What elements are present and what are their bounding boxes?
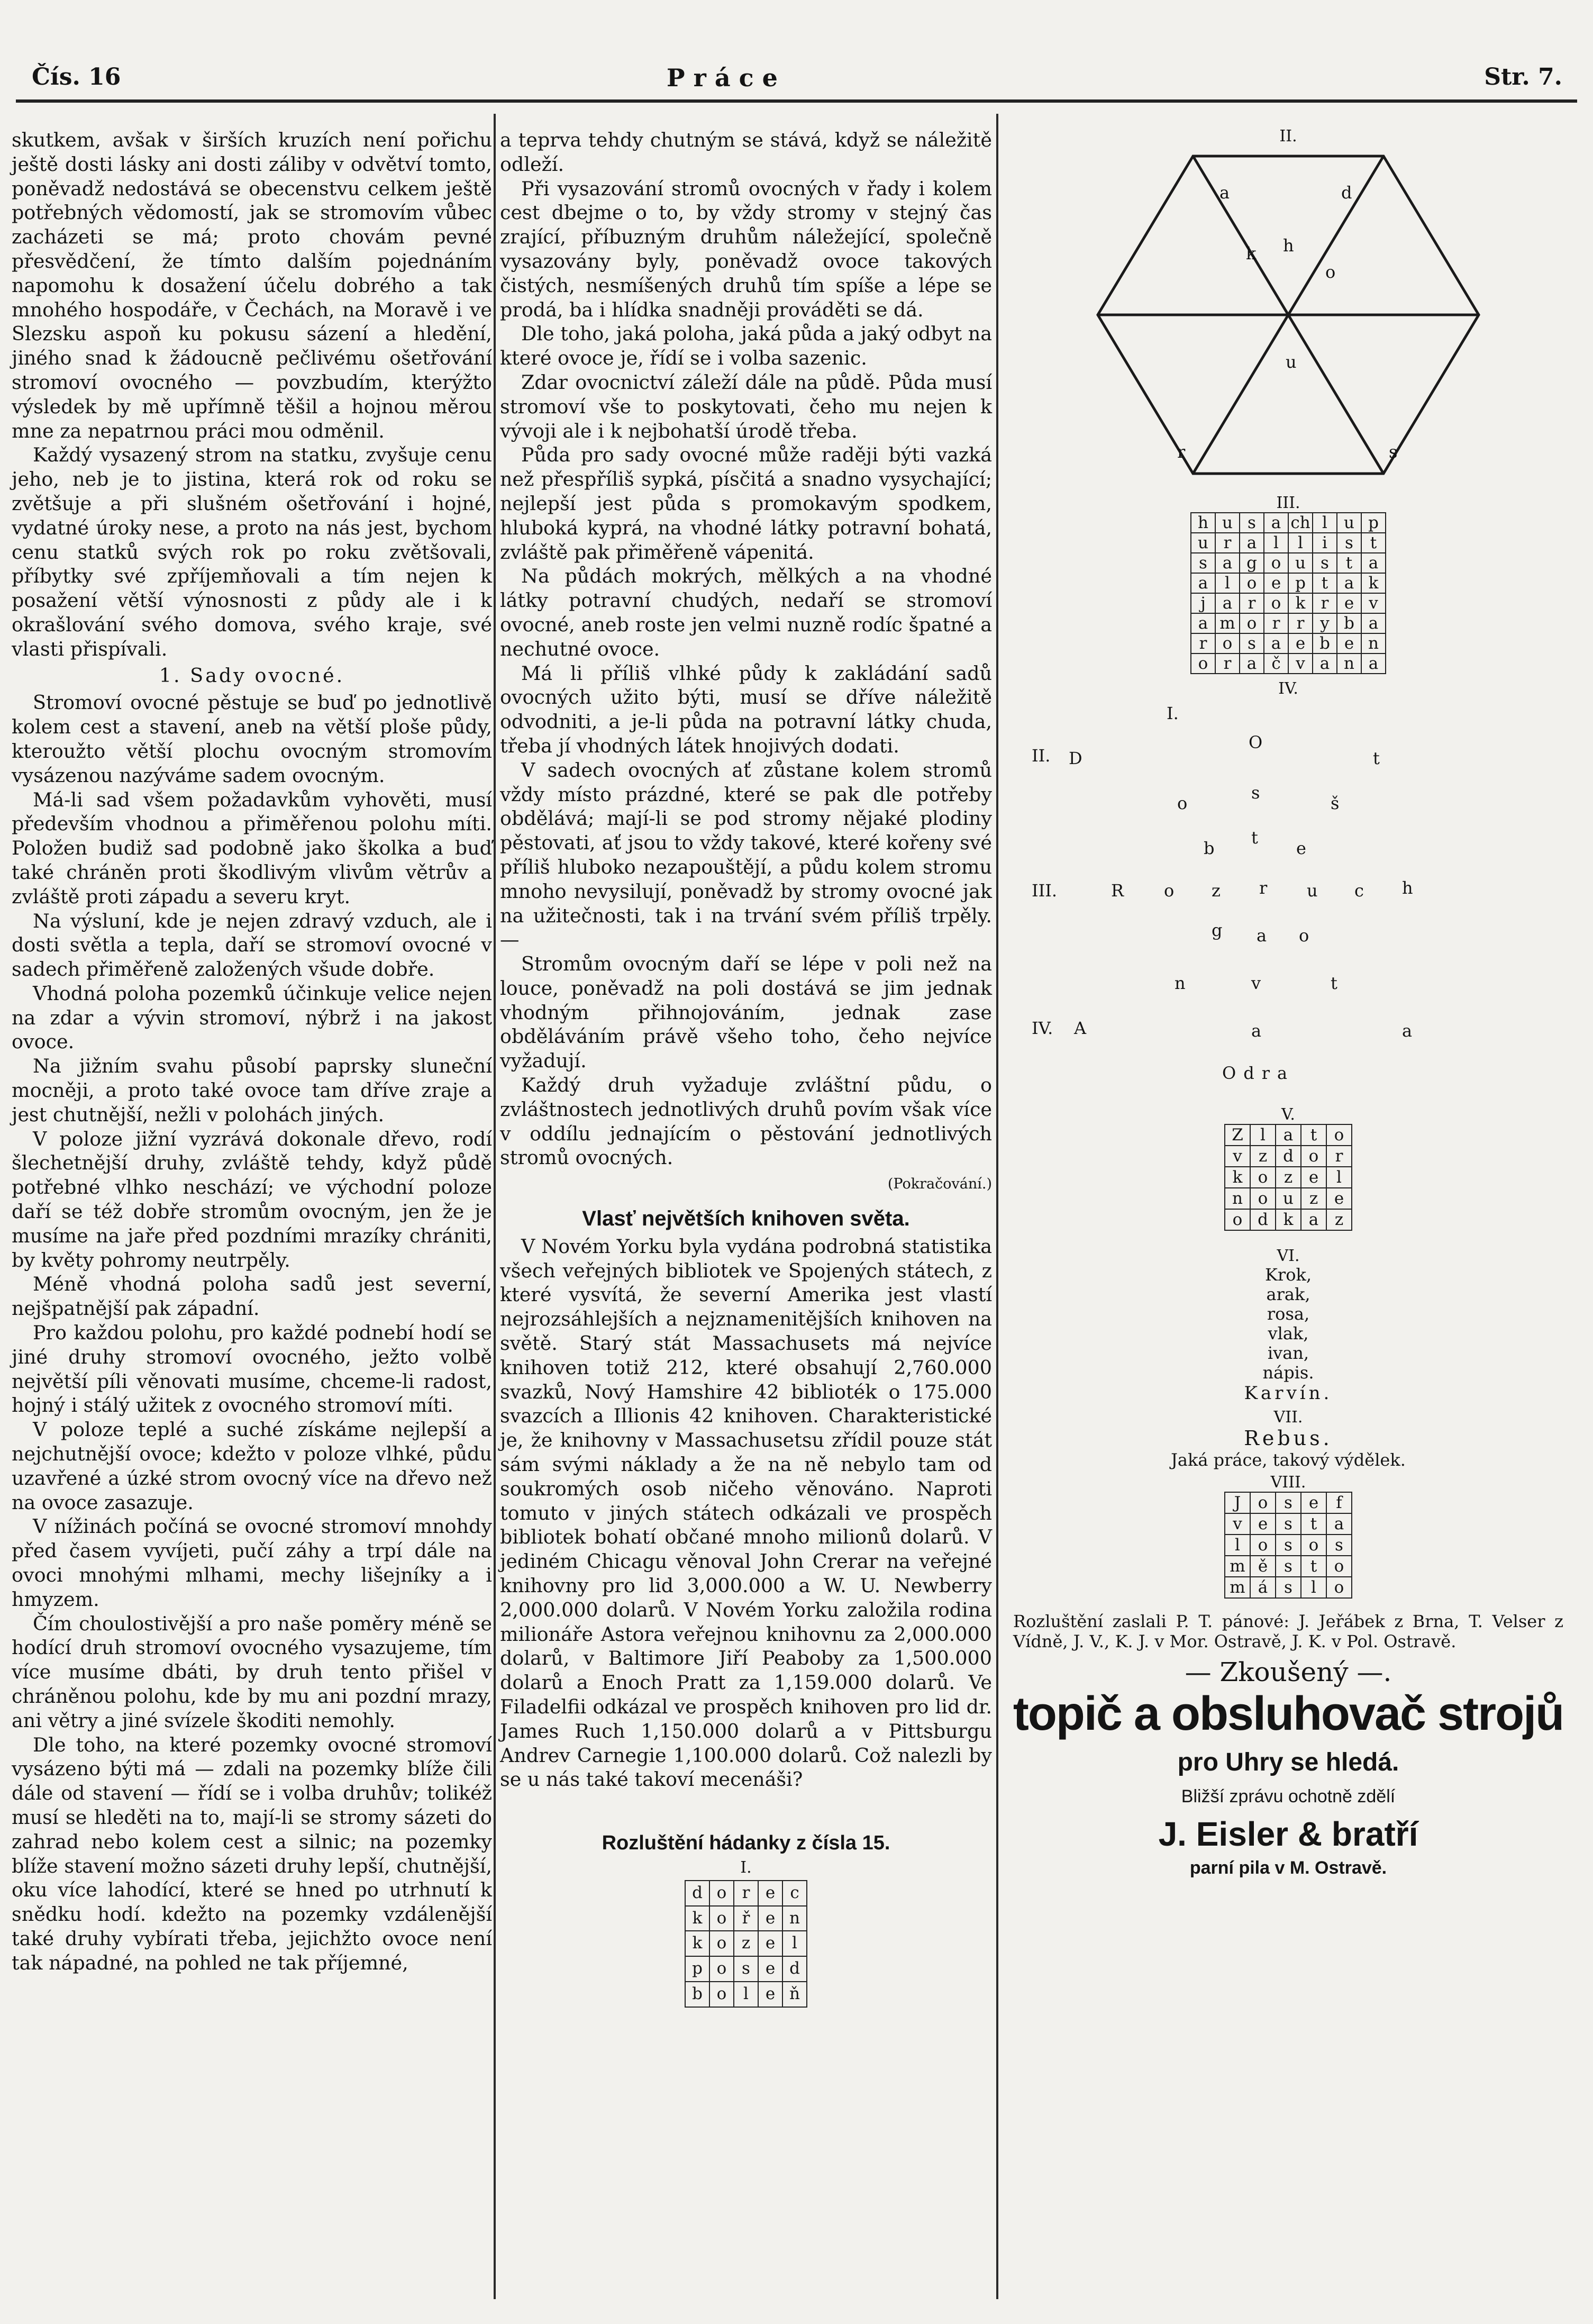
grid-cell: m xyxy=(1215,613,1240,633)
grid-cell: r xyxy=(1313,593,1337,613)
paragraph: V sadech ovocných ať zůstane kolem stromů vždy místo prázdné, které se pak dle potřeby obdělává; mají-li se pod stromy nějaké plodiny pěstovati, ať jsou to vždy takové, které kořeny své příliš hluboko nezapouštějí, a půdu kolem stromu mnoho nevysilují, poněvadž by stromy ovocné jak na užitečnosti, tak i na trvání svém příliš trpěly. — xyxy=(500,758,992,951)
grid-cell: ch xyxy=(1288,513,1313,533)
grid-cell: a xyxy=(1276,1124,1301,1146)
grid-row xyxy=(1225,1556,1352,1577)
grid-cell: o xyxy=(1215,633,1240,653)
grid-cell: l xyxy=(734,1982,758,2007)
grid-cell: l xyxy=(1225,1535,1250,1556)
scatter-letter: a xyxy=(1251,1021,1262,1041)
grid-cell: c xyxy=(782,1881,807,1906)
grid-cell: s xyxy=(1337,533,1361,553)
hex-letter: a xyxy=(1219,183,1230,203)
paragraph: a teprva tehdy chutným se stává, když se náležitě odleží. xyxy=(500,129,992,176)
rebus-heading: Rebus. xyxy=(1244,1427,1333,1450)
paragraph: Na výsluní, kde je nejen zdravý vzduch, ale i dosti světla a tepla, daří se stromoví ovocné v sadech přiměřeně založených všude dobře. xyxy=(12,909,492,981)
grid-cell: e xyxy=(1250,1513,1276,1535)
grid-cell: e xyxy=(1337,633,1361,653)
scatter-letter: e xyxy=(1296,838,1306,858)
grid-row xyxy=(1225,1577,1352,1598)
ad-firm-name: J. Eisler & bratří xyxy=(1158,1815,1418,1853)
grid-cell: r xyxy=(734,1881,758,1906)
puzzle-grid-8 xyxy=(1224,1492,1352,1599)
grid-cell: o xyxy=(1264,553,1288,573)
grid-row xyxy=(1191,573,1386,593)
news-headline: Vlasť největších knihoven světa. xyxy=(582,1207,910,1231)
grid-row xyxy=(1191,513,1386,533)
grid-cell: v xyxy=(1361,593,1386,613)
grid-label: IV. xyxy=(1278,679,1298,698)
solvers-note: Rozluštění zaslali P. T. pánové: J. Jeřábek z Brna, T. Velser z Vídně, J. V., K. J. v Mor. Ostravě, J. K. v Pol. Ostravě. xyxy=(1013,1611,1563,1651)
grid-cell: e xyxy=(758,1931,782,1956)
grid-cell: a xyxy=(1264,633,1288,653)
grid-cell: t xyxy=(1313,573,1337,593)
ad-subheadline: pro Uhry se hledá. xyxy=(1177,1748,1399,1776)
grid-cell: l xyxy=(1326,1167,1352,1188)
word-item: nápis. xyxy=(1262,1363,1314,1383)
rebus-answer: Jaká práce, takový výdělek. xyxy=(1171,1450,1406,1470)
paragraph: skutkem, avšak v širších kruzích není pořichu ještě dosti lásky ani dosti záliby v odvětví tomto, poněvadž nedostává se obecenstvu celkem ještě potřebných vědomostí, jak se stromovím vůbec zacházeti se má; proto chovám pevné přesvědčení, že tímto dalším pojednáním napomohu k dosažení účelu dobrého a tak mnohého hospodáře, v Čechách, na Moravě i ve Slezsku aspoň ku pokusu sázení a hledění, jiného snad k žádoucně pečlivému ošetřování stromoví ovocného — povzbudím, kterýžto výsledek by mě upřímně těšil a hojnou měrou mne za nepatrnou práci mou odměnil. xyxy=(12,129,492,442)
grid-cell: b xyxy=(1313,633,1337,653)
grid-cell: o xyxy=(1326,1124,1352,1146)
grid-cell: a xyxy=(1361,613,1386,633)
grid-cell: j xyxy=(1191,593,1215,613)
grid-cell: o xyxy=(709,1931,734,1956)
header-rule xyxy=(16,99,1577,103)
grid-label: III. xyxy=(1276,494,1300,512)
grid-cell: u xyxy=(1288,553,1313,573)
grid-cell: l xyxy=(1313,513,1337,533)
grid-cell: J xyxy=(1225,1492,1250,1513)
row-label: II. xyxy=(1032,746,1051,766)
grid-cell: o xyxy=(1301,1535,1326,1556)
section-heading: 1. Sady ovocné. xyxy=(159,664,345,687)
grid-cell: y xyxy=(1313,613,1337,633)
grid-cell: u xyxy=(1215,513,1240,533)
grid-cell: s xyxy=(1326,1535,1352,1556)
grid-cell: o xyxy=(1240,573,1264,593)
grid-cell: g xyxy=(1240,553,1264,573)
scatter-letter: b xyxy=(1204,838,1215,858)
grid-cell: s xyxy=(1240,513,1264,533)
grid-cell: a xyxy=(1361,553,1386,573)
grid-cell: z xyxy=(1301,1188,1326,1209)
grid-cell: ř xyxy=(734,1906,758,1931)
row-label: IV. xyxy=(1032,1018,1053,1038)
grid-cell: p xyxy=(685,1956,709,1982)
grid-cell: Z xyxy=(1225,1124,1250,1146)
grid-label: VIII. xyxy=(1270,1473,1306,1492)
page-number: Str. 7. xyxy=(1484,63,1562,90)
grid-cell: u xyxy=(1276,1188,1301,1209)
column-1 xyxy=(12,128,492,1975)
grid-row xyxy=(685,1881,807,1906)
grid-cell: r xyxy=(1215,533,1240,553)
paragraph: Méně vhodná poloha sadů jest severní, nejšpatnější pak západní. xyxy=(12,1273,492,1320)
grid-cell: d xyxy=(685,1881,709,1906)
paragraph: Vhodná poloha pozemků účinkuje velice nejen na zdar a vývin stromoví, nýbrž i na jakost ovoce. xyxy=(12,982,492,1054)
grid-cell: r xyxy=(1240,593,1264,613)
grid-label: I. xyxy=(740,1858,752,1877)
scatter-letter: A xyxy=(1074,1018,1087,1038)
grid-row xyxy=(1191,553,1386,573)
grid-cell: e xyxy=(1301,1167,1326,1188)
grid-cell: l xyxy=(1250,1124,1276,1146)
grid-cell: a xyxy=(1240,533,1264,553)
grid-cell: l xyxy=(1215,573,1240,593)
masthead-title: Práce xyxy=(667,63,786,92)
grid-cell: m xyxy=(1225,1577,1250,1598)
hex-letter: u xyxy=(1286,352,1297,372)
row-label: III. xyxy=(1032,880,1058,901)
word-item: vlak, xyxy=(1268,1323,1309,1343)
grid-cell: a xyxy=(1326,1513,1352,1535)
grid-cell: r xyxy=(1326,1146,1352,1167)
grid-row xyxy=(1191,633,1386,653)
grid-row xyxy=(1191,593,1386,613)
grid-cell: l xyxy=(1288,533,1313,553)
grid-cell: s xyxy=(1191,553,1215,573)
grid-row xyxy=(685,1906,807,1931)
grid-cell: s xyxy=(1276,1513,1301,1535)
word-item: ivan, xyxy=(1267,1343,1309,1363)
paragraph: Dle toho, na které pozemky ovocné stromoví vysázeno býti má — zdali na pozemky blíže čili dále od stavení — řídí se i volba druhův; tolikéž musí se hleděti na to, mají-li se stromy sázeti do zahrad nebo kolem cest a silnic; na pozemky blíže stavení možno sázeti druhy lepší, chutnější, oku více lahodící, které se hned po utrhnutí k snědku hodí. kdežto na pozemky vzdálenější také druhy vybírati třeba, jejichžto ovoce není tak nápadné, na pohled ne tak příjemné, xyxy=(12,1733,492,1974)
scatter-letter: u xyxy=(1307,880,1318,901)
column-3 xyxy=(1003,127,1574,1878)
hex-letter: k xyxy=(1246,243,1257,264)
grid-cell: z xyxy=(1250,1146,1276,1167)
grid-label: II. xyxy=(1279,127,1297,146)
ad-info: Bližší zprávu ochotně zdělí xyxy=(1181,1786,1396,1806)
grid-cell: o xyxy=(1191,653,1215,674)
grid-cell: n xyxy=(1361,633,1386,653)
grid-cell: á xyxy=(1250,1577,1276,1598)
grid-cell: z xyxy=(1276,1167,1301,1188)
grid-cell: o xyxy=(1250,1167,1276,1188)
scatter-letter: h xyxy=(1402,878,1413,898)
grid-row xyxy=(1191,533,1386,553)
paragraph: Každý druh vyžaduje zvláštní půdu, o zvláštnostech jednotlivých druhů povím však více v oddílu jednajícím o pěstování jednotlivých stromů ovocných. xyxy=(500,1074,992,1169)
grid-row xyxy=(685,1931,807,1956)
grid-cell: a xyxy=(1215,553,1240,573)
scatter-letter: c xyxy=(1354,880,1364,901)
grid-cell: r xyxy=(1264,613,1288,633)
column-2 xyxy=(500,128,992,2008)
column-divider-2 xyxy=(996,114,998,2299)
grid-cell: a xyxy=(1264,513,1288,533)
grid-row xyxy=(1225,1535,1352,1556)
grid-cell: u xyxy=(1191,533,1215,553)
scatter-letter: t xyxy=(1251,828,1258,848)
hex-letter: r xyxy=(1177,442,1186,462)
scatter-letter: r xyxy=(1259,878,1268,898)
grid-cell: o xyxy=(709,1982,734,2007)
grid-cell: s xyxy=(1276,1535,1301,1556)
grid-cell: a xyxy=(1361,653,1386,674)
grid-row xyxy=(685,1956,807,1982)
grid-cell: s xyxy=(1313,553,1337,573)
grid-cell: u xyxy=(1337,513,1361,533)
grid-cell: v xyxy=(1225,1146,1250,1167)
scatter-letter: D xyxy=(1069,748,1082,768)
grid-label: V. xyxy=(1281,1105,1295,1124)
grid-row xyxy=(685,1982,807,2007)
paragraph: Dle toho, jaká poloha, jaká půda a jaký odbyt na které ovoce je, řídí se i volba sazenic. xyxy=(500,322,992,370)
paragraph: Stromoví ovocné pěstuje se buď po jednotlivě kolem cest a stavení, aneb na větší ploše půdy, kteroužto větší plochu ovocným stromovím vysázenou nazýváme sadem ovocným. xyxy=(12,691,492,787)
grid-cell: o xyxy=(1326,1556,1352,1577)
paragraph: Zdar ovocnictví záleží dále na půdě. Půda musí stromoví vše to poskytovati, čeho mu nejen k vývoji ale i k nejbohatší úrodě třeba. xyxy=(500,370,992,442)
paragraph: Má li příliš vlhké půdy k zakládání sadů ovocných užito býti, musí se dříve náležitě odvodniti, a je-li půda na potravní látky chuda, třeba jí vhodných látek hnojivých dodati. xyxy=(500,661,992,757)
puzzle-answer-6: Karvín. xyxy=(1244,1383,1333,1404)
grid-cell: e xyxy=(1337,593,1361,613)
grid-cell: z xyxy=(734,1931,758,1956)
scatter-letter: s xyxy=(1251,783,1260,803)
grid-cell: e xyxy=(1264,573,1288,593)
scatter-letter: o xyxy=(1177,793,1188,813)
hex-letter: o xyxy=(1325,262,1336,282)
paragraph: Stromům ovocným daří se lépe v poli než na louce, poněvadž na poli dostává se jim jednak vhodným přihnojováním, jednak zase obděláváním právě všeho toho, čeho nejvíce vyžadují. xyxy=(500,952,992,1073)
grid-cell: s xyxy=(1240,633,1264,653)
grid-cell: d xyxy=(1250,1209,1276,1230)
grid-cell: e xyxy=(1288,633,1313,653)
hexagon-puzzle-figure xyxy=(1093,146,1484,489)
grid-cell: t xyxy=(1361,533,1386,553)
grid-cell: n xyxy=(1225,1188,1250,1209)
grid-cell: o xyxy=(709,1906,734,1931)
scatter-letter: z xyxy=(1212,880,1221,901)
scatter-letter: g xyxy=(1212,920,1223,940)
grid-cell: l xyxy=(782,1931,807,1956)
grid-cell: e xyxy=(758,1956,782,1982)
grid-cell: k xyxy=(1276,1209,1301,1230)
grid-cell: o xyxy=(1240,613,1264,633)
grid-cell: k xyxy=(685,1931,709,1956)
grid-cell: o xyxy=(1225,1209,1250,1230)
paragraph: V poloze teplé a suché získáme nejlepší a nejchutnější ovoce; kdežto v poloze vlhké, půdu uzavřené a úzké strom ovocný více na dřevo než na ovoce zasazuje. xyxy=(12,1418,492,1514)
grid-cell: l xyxy=(1264,533,1288,553)
grid-cell: k xyxy=(1225,1167,1250,1188)
paragraph: Každý vysazený strom na statku, zvyšuje cenu jeho, neb je to jistina, která rok od roku se zvětšuje a při slušném ošetřování i hojné, vydatné úroky nese, a proto na nás jest, bychom cenu statků svých rok po roku zvětšovali, příbytky své zpříjemňovali a tím nejen k posažení větší výnosnosti z půdy ale i k okrašlování svého domova, svého kraje, své vlasti přispívali. xyxy=(12,443,492,660)
paragraph: Při vysazování stromů ovocných v řady i kolem cest dbejme o to, by vždy stromy v stejný čas zrající, příbuzným druhům náležející, společně vysazovány byly, poněvadž ovoce takových čistých, nesmíšených druhů tím spíše a lépe se prodá, ba i hlídka snadněji prováděti se dá. xyxy=(500,177,992,321)
hex-letter: d xyxy=(1341,183,1352,203)
grid-cell: s xyxy=(1276,1556,1301,1577)
grid-cell: p xyxy=(1288,573,1313,593)
hex-letter: h xyxy=(1283,235,1294,256)
grid-label: VII. xyxy=(1273,1408,1303,1427)
ad-tagline: — Zkoušený —. xyxy=(1185,1657,1392,1687)
grid-row xyxy=(1225,1492,1352,1513)
grid-cell: i xyxy=(1313,533,1337,553)
grid-cell: p xyxy=(1361,513,1386,533)
issue-number: Čís. 16 xyxy=(32,63,121,90)
grid-row xyxy=(1225,1146,1352,1167)
grid-cell: s xyxy=(1276,1492,1301,1513)
grid-cell: a xyxy=(1240,653,1264,674)
puzzle-grid-1 xyxy=(685,1880,807,2008)
grid-cell: r xyxy=(1191,633,1215,653)
grid-cell: s xyxy=(1276,1577,1301,1598)
grid-row xyxy=(1191,613,1386,633)
grid-row xyxy=(1191,653,1386,674)
news-body: V Novém Yorku byla vydána podrobná statistika všech veřejných bibliotek ve Spojených státech, z které vysvítá, že severní Amerika jest vlastí nejrozsáhlejších a nejznamenitějších knihoven na světě. Starý stát Massachusets má nejvíce knihoven totiž 212, které obsahují 2,760.000 svazků, Nový Hamshire 42 biblioték o 175.000 svazcích a Illionis 42 knihoven. Charakteristické je, že knihovny v Massachusetsu zřídil pouze stát sám svými náklady a že na ně nebylo tam od soukromých osob ničeho věnováno. Naproti tomuto v jiných státech odkázali ve prospěch bibliotek bohatí občané mnoho milionů dolarů. V jediném Chicagu věnoval John Crerar na veřejné knihovny pro lid 3,000.000 a W. U. Newberry 2,000.000 dolarů. V Novém Yorku založila rodina milionáře Astora veřejnou knihovnu za 2,000.000 dolarů, v Baltimore Jiří Peaboby za 1,500.000 dolarů a Enoch Pratt za 1,159.000 dolarů. Ve Filadelfii odkázal ve prospěch knihoven pro lid dr. James Ruch 1,150.000 dolarů a v Pittsburgu Andrev Carnegie 1,100.000 dolarů. Což nalezli by se u nás také takoví mecenáši? xyxy=(500,1234,992,1791)
scatter-letter: o xyxy=(1299,925,1309,946)
grid-cell: b xyxy=(1337,613,1361,633)
grid-cell: d xyxy=(782,1956,807,1982)
grid-cell: o xyxy=(1264,593,1288,613)
paragraph: Na půdách mokrých, mělkých a na vhodné látky potravní chudých, nedaří se stromoví ovocné, aneb roste jen velmi nuzně rodíc špatné a nechutné ovoce. xyxy=(500,565,992,660)
paragraph: Pro každou polohu, pro každé podnebí hodí se jiné druhy stromoví ovocného, ježto volbě největší píli věnovati musíme, chceme-li radost, hojný i stálý užitek z ovocného stromoví míti. xyxy=(12,1321,492,1417)
scatter-letter: O xyxy=(1249,732,1263,752)
ad-firm-address: parní pila v M. Ostravě. xyxy=(1189,1858,1387,1878)
puzzle-solutions-title: Rozluštění hádanky z čísla 15. xyxy=(602,1832,890,1855)
grid-cell: a xyxy=(1301,1209,1326,1230)
grid-cell: s xyxy=(734,1956,758,1982)
grid-cell: č xyxy=(1264,653,1288,674)
grid-cell: a xyxy=(1215,593,1240,613)
continued-label: (Pokračování.) xyxy=(887,1176,992,1193)
scatter-answer: Odra xyxy=(1222,1063,1295,1083)
paragraph: Čím choulostivější a pro naše poměry méně se hodící druh stromoví ovocného vysazujeme, tím více musíme dbáti, by druh tento přišel v chráněnou polohu, kde by mu ani pozdní mrazy, ani větry a jiné svízele škoditi nemohly. xyxy=(12,1612,492,1732)
puzzle-grid-3 xyxy=(1190,512,1386,674)
paragraph: Půda pro sady ovocné může raději býti vazká než přespříliš sypká, písčitá a snadno vysychající; nejlepší jest půda s promokavým spodkem, hluboká kyprá, na vhodné látky potravní bohatá, zvláště pak přiměřeně vápenitá. xyxy=(500,443,992,564)
grid-cell: k xyxy=(685,1906,709,1931)
grid-row xyxy=(1225,1167,1352,1188)
paragraph: Na jižním svahu působí paprsky sluneční mocněji, a proto také ovoce tam dříve zraje a jest chutnější, nežli v polohách jiných. xyxy=(12,1055,492,1126)
grid-cell: k xyxy=(1361,573,1386,593)
word-item: Krok, xyxy=(1264,1265,1312,1285)
grid-cell: o xyxy=(709,1881,734,1906)
grid-cell: e xyxy=(1301,1492,1326,1513)
grid-cell: o xyxy=(709,1956,734,1982)
grid-cell: t xyxy=(1337,553,1361,573)
grid-cell: h xyxy=(1191,513,1215,533)
grid-cell: k xyxy=(1288,593,1313,613)
grid-cell: n xyxy=(1337,653,1361,674)
grid-row xyxy=(1225,1124,1352,1146)
column-divider-1 xyxy=(494,114,496,2299)
word-item: rosa, xyxy=(1267,1304,1310,1324)
grid-cell: o xyxy=(1301,1146,1326,1167)
puzzle-grid-5 xyxy=(1224,1124,1352,1231)
scatter-letter: n xyxy=(1175,973,1186,993)
scatter-letter: a xyxy=(1402,1021,1413,1041)
grid-cell: r xyxy=(1288,613,1313,633)
grid-cell: f xyxy=(1326,1492,1352,1513)
grid-cell: l xyxy=(1301,1577,1326,1598)
grid-cell: o xyxy=(1250,1188,1276,1209)
grid-cell: o xyxy=(1250,1492,1276,1513)
grid-row xyxy=(1225,1188,1352,1209)
grid-cell: e xyxy=(758,1881,782,1906)
hex-letter: s xyxy=(1389,442,1398,462)
ad-headline: topič a obsluhovač strojů xyxy=(1013,1687,1564,1740)
grid-cell: a xyxy=(1313,653,1337,674)
grid-cell: b xyxy=(685,1982,709,2007)
grid-row xyxy=(1225,1209,1352,1230)
scatter-letter: R xyxy=(1111,880,1124,901)
grid-cell: v xyxy=(1225,1513,1250,1535)
scatter-letter-puzzle xyxy=(1003,698,1574,1111)
row-label: I. xyxy=(1167,703,1179,723)
grid-cell: t xyxy=(1301,1556,1326,1577)
scatter-letter: t xyxy=(1373,748,1380,768)
grid-cell: r xyxy=(1215,653,1240,674)
grid-cell: d xyxy=(1276,1146,1301,1167)
scatter-letter: v xyxy=(1251,973,1261,993)
grid-cell: e xyxy=(758,1982,782,2007)
grid-cell: a xyxy=(1191,613,1215,633)
grid-row xyxy=(1225,1513,1352,1535)
scatter-letter: š xyxy=(1331,793,1340,813)
grid-cell: m xyxy=(1225,1556,1250,1577)
grid-cell: ě xyxy=(1250,1556,1276,1577)
grid-cell: t xyxy=(1301,1124,1326,1146)
grid-cell: e xyxy=(1326,1188,1352,1209)
paragraph: V nížinách počíná se ovocné stromoví mnohdy před časem vyvíjeti, pučí záhy a trpí dále na ovoci mnohými mlhami, mechy lišejníky a i hmyzem. xyxy=(12,1515,492,1611)
grid-label: VI. xyxy=(1277,1247,1300,1265)
paragraph: V poloze jižní vyzrává dokonale dřevo, rodí šlechetnější druhy, zvláště tehdy, když půdě potřebné vlhko neschází; ve východní poloze daří se též dobře stromům ovocným, jen že je musíme na jaře před pozdními mrazíky chrániti, by květy pohromy neutrpěly. xyxy=(12,1127,492,1272)
scatter-letter: t xyxy=(1331,973,1337,993)
grid-cell: o xyxy=(1250,1535,1276,1556)
grid-cell: v xyxy=(1288,653,1313,674)
grid-cell: o xyxy=(1326,1577,1352,1598)
grid-cell: n xyxy=(782,1906,807,1931)
grid-cell: a xyxy=(1337,573,1361,593)
grid-cell: z xyxy=(1326,1209,1352,1230)
grid-cell: t xyxy=(1301,1513,1326,1535)
word-list-6 xyxy=(1003,1265,1574,1383)
paragraph: Má-li sad všem požadavkům vyhověti, musí především vhodnou a přiměřenou polohu míti. Položen budiž sad podobně jako školka a buď také chráněn proti škodlivým vlivům větrův a zvláště proti západu a severu kryt. xyxy=(12,788,492,908)
grid-cell: ň xyxy=(782,1982,807,2007)
grid-cell: e xyxy=(758,1906,782,1931)
scatter-letter: o xyxy=(1164,880,1175,901)
scatter-letter: a xyxy=(1257,925,1267,946)
word-item: arak, xyxy=(1266,1284,1310,1304)
grid-cell: a xyxy=(1191,573,1215,593)
